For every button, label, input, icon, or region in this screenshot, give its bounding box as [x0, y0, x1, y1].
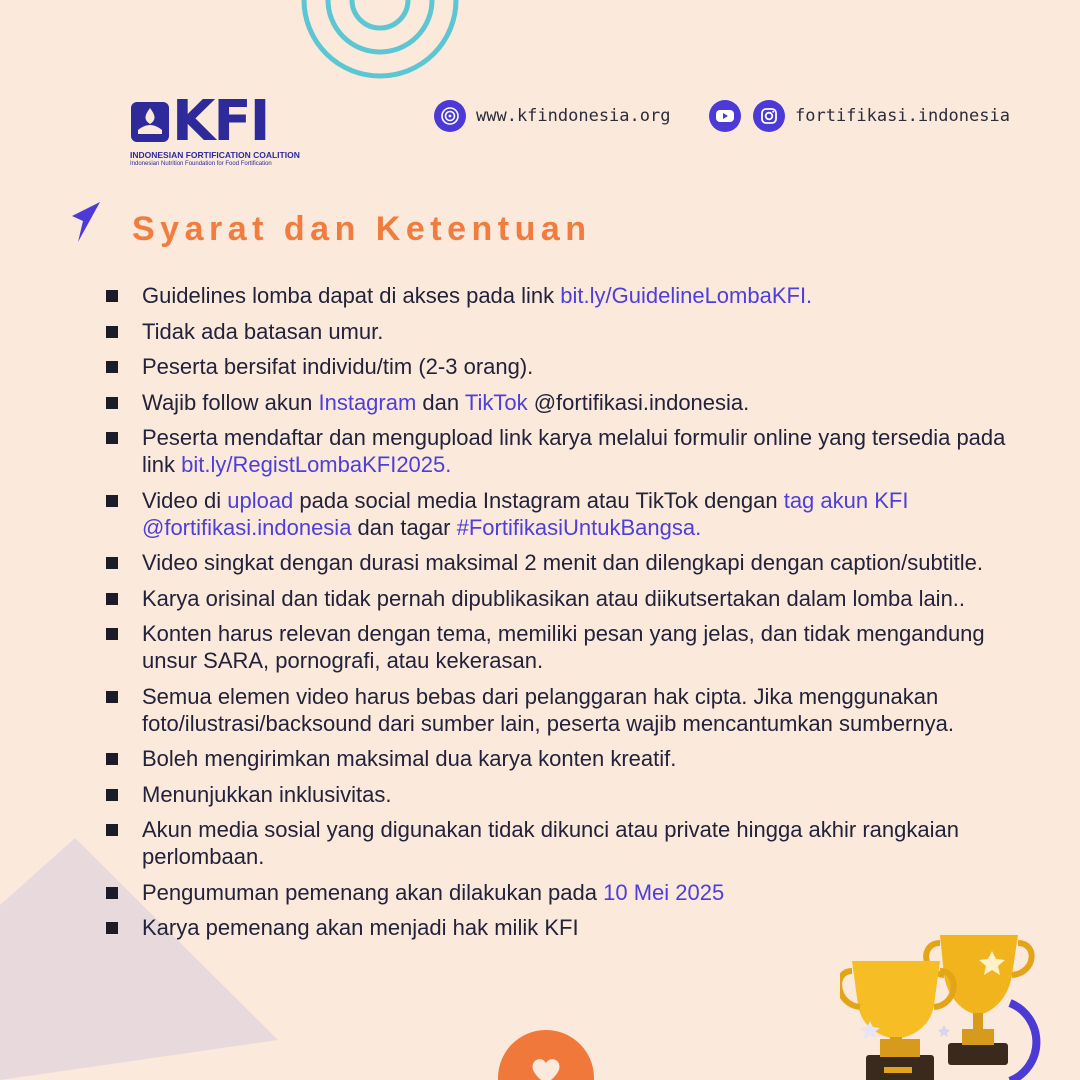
requirement-item: [104, 683, 1034, 737]
requirement-text: Video singkat dengan durasi maksimal 2 menit dan dilengkapi dengan caption/subtitle.: [142, 550, 984, 575]
requirement-item: [104, 353, 1034, 380]
bullet-square-icon: [106, 753, 118, 765]
website-contact[interactable]: [434, 100, 670, 132]
requirement-item: [104, 282, 1034, 309]
requirement-text: Boleh mengirimkan maksimal dua karya konten kreatif.: [142, 746, 677, 771]
requirement-link[interactable]: Instagram: [318, 389, 417, 415]
requirement-link[interactable]: tag akun KFI @fortifikasi.indonesia: [142, 487, 909, 540]
requirement-link[interactable]: #FortifikasiUntukBangsa.: [456, 514, 702, 540]
kfi-logo: [130, 89, 300, 170]
requirement-link[interactable]: bit.ly/RegistLombaKFI2025.: [181, 452, 452, 477]
requirement-text: dan tagar: [351, 514, 457, 540]
bullet-square-icon: [106, 361, 118, 373]
requirement-item: [104, 745, 1034, 772]
bullet-square-icon: [106, 593, 118, 605]
bullet-square-icon: [106, 922, 118, 934]
requirement-text: Semua elemen video harus bebas dari pelanggaran hak cipta. Jika menggunakan foto/ilustrasi/backsound dari sumber lain, peserta wajib mencantumkan sumbernya.: [142, 683, 954, 736]
requirement-link[interactable]: upload: [227, 487, 294, 513]
requirement-link[interactable]: TikTok: [464, 389, 528, 415]
requirement-item: [104, 549, 1034, 576]
requirement-text: Konten harus relevan dengan tema, memiliki pesan yang jelas, dan tidak mengandung unsur SARA, pornografi, atau kekerasan.: [142, 621, 985, 673]
logo-subtitle: INDONESIAN FORTIFICATION COALITION: [130, 150, 300, 160]
requirement-text: Video di: [142, 487, 228, 513]
bullet-square-icon: [106, 495, 118, 507]
website-url[interactable]: www.kfindonesia.org: [476, 106, 671, 126]
bullet-square-icon: [106, 628, 118, 640]
requirement-item: [104, 620, 1034, 674]
cursor-arrow-icon: [66, 200, 106, 244]
spiral-decoration-icon: [300, 0, 460, 80]
requirement-link[interactable]: 10 Mei 2025: [603, 879, 725, 905]
bullet-square-icon: [106, 887, 118, 899]
requirement-text: Wajib follow akun: [142, 389, 319, 415]
bullet-square-icon: [106, 824, 118, 836]
requirement-item: [104, 487, 1034, 541]
heart-icon: [526, 1050, 566, 1080]
bullet-square-icon: [106, 397, 118, 409]
kfi-logo-mark-icon: [130, 98, 170, 144]
requirement-text: Menunjukkan inklusivitas.: [142, 781, 392, 807]
requirement-text: @fortifikasi.indonesia.: [527, 389, 750, 415]
requirement-text: Karya orisinal dan tidak pernah dipublikasikan atau diikutsertakan dalam lomba lain..: [142, 585, 966, 611]
requirement-text: Guidelines lomba dapat di akses pada link: [142, 283, 561, 308]
requirement-text: Peserta mendaftar dan mengupload link karya melalui formulir online yang tersedia pada link: [142, 425, 1006, 477]
trophy-icon: [840, 925, 1040, 1080]
logo-text: KFI: [172, 89, 269, 154]
bullet-square-icon: [106, 557, 118, 569]
globe-spiral-icon: [434, 100, 466, 132]
requirement-text: Akun media sosial yang digunakan tidak dikunci atau private hingga akhir rangkaian perlombaan.: [142, 817, 959, 869]
requirement-text: Karya pemenang akan menjadi hak milik KFI: [142, 915, 579, 940]
requirement-item: [104, 318, 1034, 345]
bullet-square-icon: [106, 789, 118, 801]
requirement-item: [104, 816, 1034, 870]
youtube-icon[interactable]: [709, 100, 741, 132]
requirement-item: [104, 424, 1034, 478]
requirement-item: [104, 781, 1034, 808]
bullet-square-icon: [106, 290, 118, 302]
requirements-list: [104, 282, 1034, 950]
bullet-square-icon: [106, 691, 118, 703]
page-title: Syarat dan Ketentuan: [132, 210, 592, 248]
requirement-item: [104, 879, 1034, 906]
requirement-item: [104, 389, 1034, 416]
requirement-text: Tidak ada batasan umur.: [142, 318, 384, 344]
requirement-text: dan: [416, 389, 465, 415]
requirement-text: Pengumuman pemenang akan dilakukan pada: [142, 879, 604, 905]
bullet-square-icon: [106, 326, 118, 338]
bullet-square-icon: [106, 432, 118, 444]
requirement-text: Peserta bersifat individu/tim (2-3 orang).: [142, 354, 534, 379]
instagram-icon[interactable]: [753, 100, 785, 132]
social-contact[interactable]: [709, 100, 1010, 132]
requirement-link[interactable]: bit.ly/GuidelineLombaKFI.: [560, 283, 813, 308]
social-handle[interactable]: fortifikasi.indonesia: [795, 106, 1010, 126]
logo-tagline: Indonesian Nutrition Foundation for Food Fortification: [130, 161, 272, 167]
requirement-text: pada social media Instagram atau TikTok dengan: [293, 487, 784, 513]
requirement-item: [104, 585, 1034, 612]
